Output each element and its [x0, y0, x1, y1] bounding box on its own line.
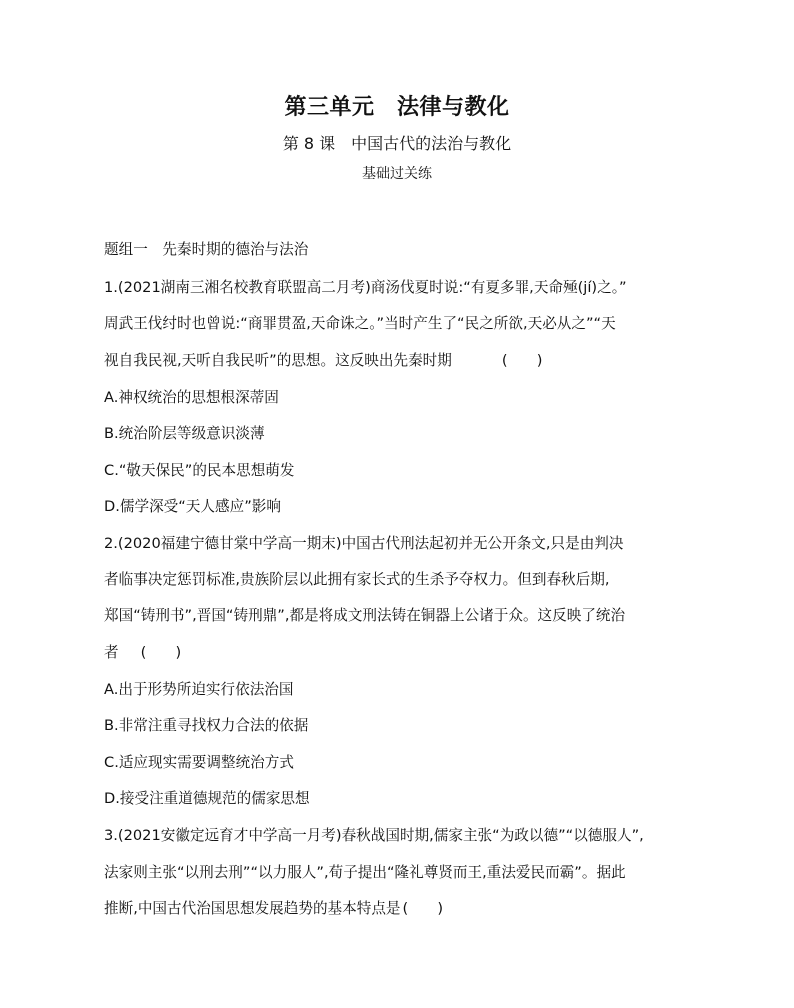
q1-option-d: D.儒学深受“天人感应”影响 [104, 498, 281, 515]
q2-answer-paren: ( ) [140, 644, 182, 661]
q3-line-1: 3.(2021安徽定远育才中学高一月考)春秋战国时期,儒家主张“为政以德”“以德服人”, [104, 827, 644, 844]
q1-option-b: B.统治阶层等级意识淡薄 [104, 425, 265, 442]
q2-option-c: C.适应现实需要调整统治方式 [104, 754, 294, 771]
q1-option-c: C.“敬天保民”的民本思想萌发 [104, 462, 295, 479]
q1-answer-paren: ( ) [501, 352, 543, 369]
q2-option-a: A.出于形势所迫实行依法治国 [104, 681, 294, 698]
q1-line-3-text: 视自我民视,天听自我民听”的思想。这反映出先秦时期 [104, 352, 452, 369]
group-title: 题组一 先秦时期的德治与法治 [104, 241, 309, 258]
q3-line-3-text: 推断,中国古代治国思想发展趋势的基本特点是 [104, 900, 401, 917]
q2-line-1: 2.(2020福建宁德甘棠中学高一期末)中国古代刑法起初并无公开条文,只是由判决 [104, 535, 624, 552]
q2-line-2: 者临事决定惩罚标准,贵族阶层以此拥有家长式的生杀予夺权力。但到春秋后期, [104, 571, 610, 588]
q3-answer-paren: ( ) [402, 900, 444, 917]
q3-line-2: 法家则主张“以刑去刑”“以力服人”,荀子提出“隆礼尊贤而王,重法爱民而霸”。据此 [104, 864, 626, 881]
q2-line-4-text: 者 [104, 644, 119, 661]
q2-line-4 [104, 641, 181, 662]
q2-line-3: 郑国“铸刑书”,晋国“铸刑鼎”,都是将成文刑法铸在铜器上公诸于众。这反映了统治 [104, 607, 626, 624]
q1-line-1: 1.(2021湖南三湘名校教育联盟高二月考)商汤伐夏时说:“有夏多罪,天命殛(jí)之。” [104, 279, 627, 296]
q1-option-a: A.神权统治的思想根深蒂固 [104, 389, 279, 406]
q1-line-2: 周武王伐纣时也曾说:“商罪贯盈,天命诛之。”当时产生了“民之所欲,天必从之”“天 [104, 315, 616, 332]
section-title: 基础过关练 [362, 166, 432, 182]
q3-line-3 [104, 897, 443, 918]
q2-option-b: B.非常注重寻找权力合法的依据 [104, 717, 309, 734]
q2-option-d: D.接受注重道德规范的儒家思想 [104, 790, 310, 807]
q1-line-3 [104, 349, 542, 370]
lesson-title: 第 8 课 中国古代的法治与教化 [282, 134, 512, 153]
unit-title: 第三单元 法律与教化 [284, 95, 510, 120]
